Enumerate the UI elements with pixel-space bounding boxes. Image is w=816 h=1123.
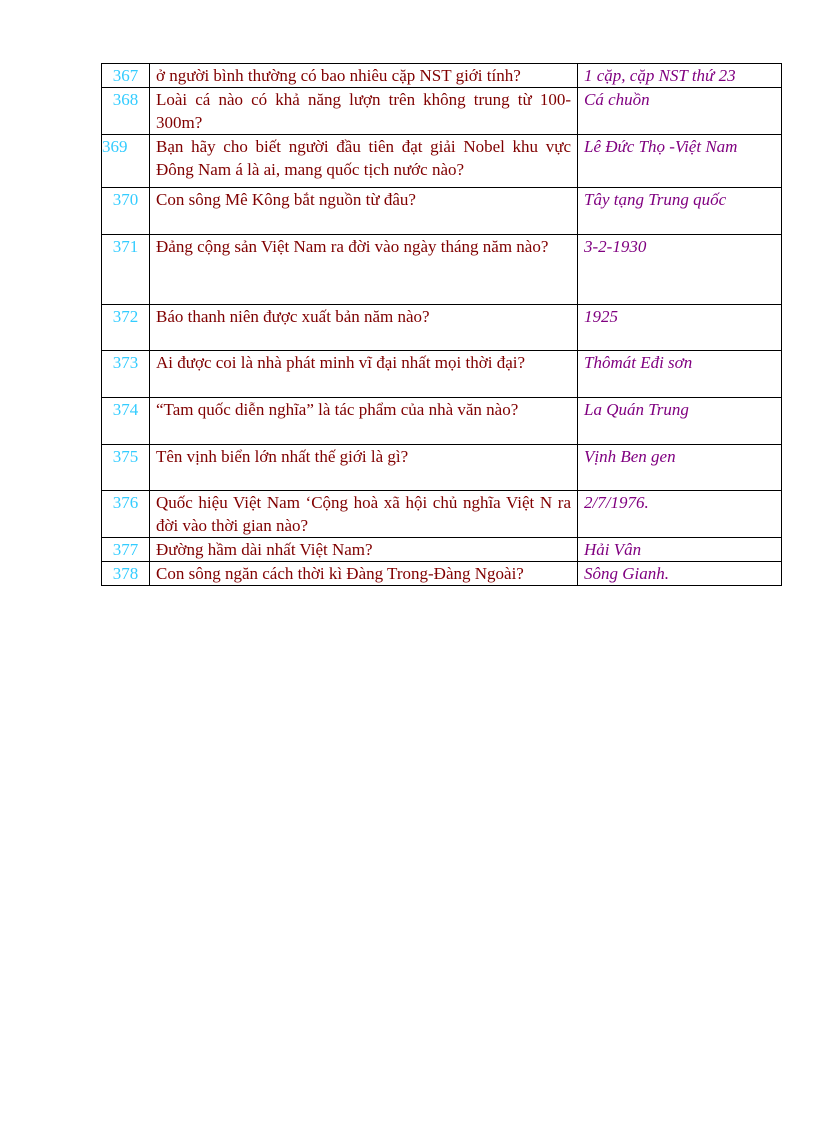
question-text: Con sông Mê Kông bắt nguồn từ đâu? bbox=[150, 188, 578, 235]
question-text: Báo thanh niên được xuất bản năm nào? bbox=[150, 305, 578, 351]
answer-text: 1 cặp, cặp NST thứ 23 bbox=[578, 64, 782, 88]
answer-text: Vịnh Ben gen bbox=[578, 445, 782, 491]
table-row bbox=[102, 88, 782, 135]
quiz-table bbox=[101, 63, 782, 586]
question-number: 372 bbox=[102, 305, 150, 351]
answer-text: Sông Gianh. bbox=[578, 562, 782, 586]
table-row bbox=[102, 64, 782, 88]
question-number: 369 bbox=[102, 135, 150, 188]
question-text: Con sông ngăn cách thời kì Đàng Trong-Đàng Ngoài? bbox=[150, 562, 578, 586]
answer-text: Cá chuồn bbox=[578, 88, 782, 135]
answer-text: Hải Vân bbox=[578, 538, 782, 562]
question-text: Loài cá nào có khả năng lượn trên không trung từ 100-300m? bbox=[150, 88, 578, 135]
question-number: 377 bbox=[102, 538, 150, 562]
table-row bbox=[102, 135, 782, 188]
question-text: Đường hầm dài nhất Việt Nam? bbox=[150, 538, 578, 562]
question-text: Bạn hãy cho biết người đầu tiên đạt giải Nobel khu vực Đông Nam á là ai, mang quốc tịch nước nào? bbox=[150, 135, 578, 188]
question-text: Ai được coi là nhà phát minh vĩ đại nhất mọi thời đại? bbox=[150, 351, 578, 398]
table-row bbox=[102, 445, 782, 491]
question-number: 370 bbox=[102, 188, 150, 235]
table-row bbox=[102, 305, 782, 351]
table-row bbox=[102, 398, 782, 445]
question-number: 367 bbox=[102, 64, 150, 88]
answer-text: 1925 bbox=[578, 305, 782, 351]
answer-text: Tây tạng Trung quốc bbox=[578, 188, 782, 235]
question-text: Quốc hiệu Việt Nam ‘Cộng hoà xã hội chủ nghĩa Việt N ra đời vào thời gian nào? bbox=[150, 491, 578, 538]
answer-text: Thômát Eđi sơn bbox=[578, 351, 782, 398]
question-number: 373 bbox=[102, 351, 150, 398]
table-row bbox=[102, 188, 782, 235]
table-row bbox=[102, 351, 782, 398]
question-text: Đảng cộng sản Việt Nam ra đời vào ngày tháng năm nào? bbox=[150, 235, 578, 305]
table-row bbox=[102, 562, 782, 586]
answer-text: Lê Đức Thọ -Việt Nam bbox=[578, 135, 782, 188]
question-number: 368 bbox=[102, 88, 150, 135]
question-text: ở người bình thường có bao nhiêu cặp NST giới tính? bbox=[150, 64, 578, 88]
answer-text: 3-2-1930 bbox=[578, 235, 782, 305]
question-number: 376 bbox=[102, 491, 150, 538]
question-number: 378 bbox=[102, 562, 150, 586]
question-number: 371 bbox=[102, 235, 150, 305]
table-row bbox=[102, 538, 782, 562]
question-number: 375 bbox=[102, 445, 150, 491]
question-text: Tên vịnh biển lớn nhất thế giới là gì? bbox=[150, 445, 578, 491]
table-row bbox=[102, 235, 782, 305]
table-row bbox=[102, 491, 782, 538]
question-text: “Tam quốc diễn nghĩa” là tác phẩm của nhà văn nào? bbox=[150, 398, 578, 445]
question-number: 374 bbox=[102, 398, 150, 445]
answer-text: La Quán Trung bbox=[578, 398, 782, 445]
answer-text: 2/7/1976. bbox=[578, 491, 782, 538]
